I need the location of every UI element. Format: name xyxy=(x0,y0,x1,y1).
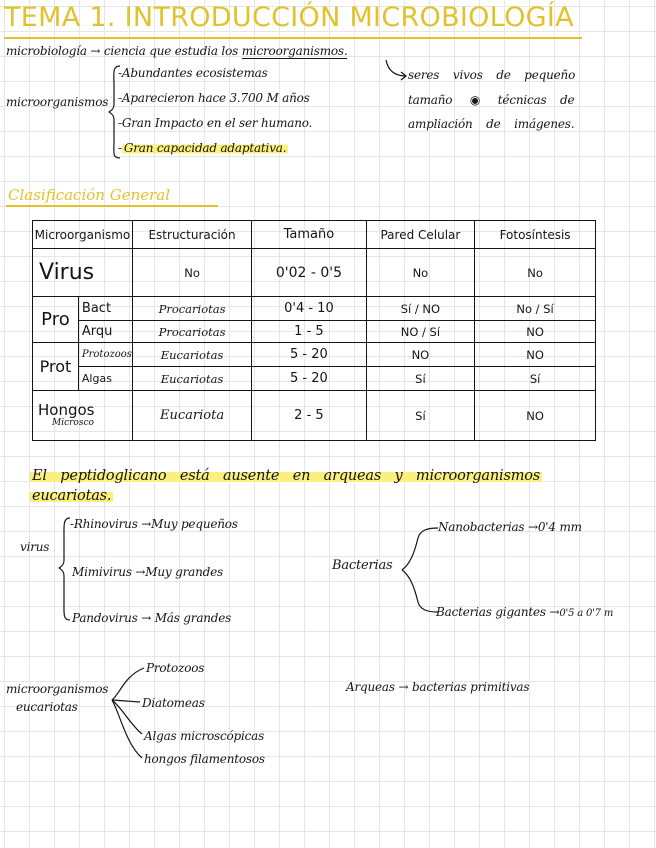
header-tamano: Tamaño xyxy=(252,221,367,249)
cell: 0'02 - 0'5 xyxy=(252,249,367,297)
cell: NO xyxy=(475,321,596,343)
note-line-2: tamaño ◉ técnicas de xyxy=(408,93,575,107)
section-title-underline xyxy=(6,205,218,207)
eucariotas-item-1: Protozoos xyxy=(146,661,205,675)
table-row xyxy=(33,249,596,297)
eucariotas-item-3: Algas microscópicas xyxy=(144,729,265,743)
eucariotas-label-2: eucariotas xyxy=(16,700,78,714)
row-virus-name: Virus xyxy=(33,249,133,297)
eye-icon: ◉ xyxy=(469,93,481,107)
branch-lines-icon xyxy=(110,664,146,764)
bacterias-item-1: Nanobacterias →0'4 mm xyxy=(438,520,582,534)
cell: Procariotas xyxy=(132,297,251,321)
arrow-icon: → xyxy=(549,605,560,619)
cell: 1 - 5 xyxy=(252,321,367,343)
arrow-icon: → xyxy=(135,565,146,579)
definition-highlight: microorganismos. xyxy=(241,44,348,58)
cell: Sí xyxy=(475,367,596,391)
peptidoglicano-line-2: eucariotas. xyxy=(32,488,112,504)
arrow-icon: → xyxy=(398,680,409,694)
cell: Eucariota xyxy=(132,391,251,441)
arrow-icon: → xyxy=(141,611,152,625)
virus-item-3: Pandovirus → Más grandes xyxy=(72,611,232,625)
note-line-3: ampliación de imágenes. xyxy=(408,117,575,131)
peptidoglicano-line-1: El peptidoglicano está ausente en arqueas y microorganismos xyxy=(32,468,541,484)
arrow-icon: → xyxy=(141,517,152,531)
cell: Procariotas xyxy=(132,321,251,343)
micro-item-3: -Gran Impacto en el ser humano. xyxy=(118,116,313,130)
row-bact-name: Bact xyxy=(78,297,132,321)
header-estructuracion: Estructuración xyxy=(132,221,251,249)
header-pared: Pared Celular xyxy=(366,221,474,249)
cell: No / Sí xyxy=(475,297,596,321)
definition-term: microbiología xyxy=(6,44,87,58)
bacterias-item-2: Bacterias gigantes →0'5 a 0'7 m xyxy=(436,605,614,619)
row-prot-label: Prot xyxy=(33,343,79,391)
cell: No xyxy=(366,249,474,297)
classification-table xyxy=(32,220,596,441)
row-hongos-name: Hongos Microsco xyxy=(33,391,133,441)
cell: Sí xyxy=(366,391,474,441)
header-fotosintesis: Fotosíntesis xyxy=(475,221,596,249)
brace-icon xyxy=(58,516,72,622)
arqueas-line: Arqueas → bacterias primitivas xyxy=(346,680,530,694)
cell: No xyxy=(475,249,596,297)
definition-line xyxy=(6,44,347,58)
cell: 2 - 5 xyxy=(252,391,367,441)
table-row xyxy=(33,297,596,321)
cell: Sí / NO xyxy=(366,297,474,321)
cell: 5 - 20 xyxy=(252,343,367,367)
branch-lines-icon xyxy=(400,524,440,616)
table-row xyxy=(33,343,596,367)
cell: 5 - 20 xyxy=(252,367,367,391)
micro-item-4: - Gran capacidad adaptativa. xyxy=(118,141,287,155)
table-row xyxy=(33,391,596,441)
cell: Eucariotas xyxy=(132,343,251,367)
cell: Eucariotas xyxy=(132,367,251,391)
arrow-icon: → xyxy=(528,520,538,534)
cell: NO / Sí xyxy=(366,321,474,343)
row-pro-label: Pro xyxy=(33,297,79,343)
micro-item-2: -Aparecieron hace 3.700 M años xyxy=(118,91,310,105)
section-title: Clasificación General xyxy=(8,186,171,204)
virus-item-2: Mimivirus →Muy grandes xyxy=(72,565,223,579)
bacterias-label: Bacterias xyxy=(332,558,393,573)
virus-item-1: -Rhinovirus →Muy pequeños xyxy=(70,517,238,531)
title-underline xyxy=(4,37,582,39)
cell: NO xyxy=(475,391,596,441)
row-protozoos-name: Protozoos xyxy=(78,343,132,367)
cell: 0'4 - 10 xyxy=(252,297,367,321)
virus-label: virus xyxy=(20,540,50,554)
row-algas-name: Algas xyxy=(78,367,132,391)
cell: No xyxy=(132,249,251,297)
page-title: TEMA 1. INTRODUCCIÓN MICROBIOLOGÍA xyxy=(4,2,574,33)
table-header-row xyxy=(33,221,596,249)
cell: NO xyxy=(366,343,474,367)
definition-text: ciencia que estudia los xyxy=(103,44,239,58)
header-microorganismo: Microorganismo xyxy=(33,221,133,249)
note-line-1: seres vivos de pequeño xyxy=(408,68,576,82)
curved-arrow-icon xyxy=(384,58,408,82)
eucariotas-item-4: hongos filamentosos xyxy=(144,752,265,766)
eucariotas-label-1: microorganismos xyxy=(6,682,109,696)
cell: NO xyxy=(475,343,596,367)
micro-item-1: -Abundantes ecosistemas xyxy=(118,66,268,80)
arrow-icon: → xyxy=(90,44,104,58)
microorganismos-label: microorganismos xyxy=(6,95,109,109)
cell: Sí xyxy=(366,367,474,391)
table-row xyxy=(33,367,596,391)
row-arqu-name: Arqu xyxy=(78,321,132,343)
eucariotas-item-2: Diatomeas xyxy=(142,696,205,710)
table-row xyxy=(33,321,596,343)
